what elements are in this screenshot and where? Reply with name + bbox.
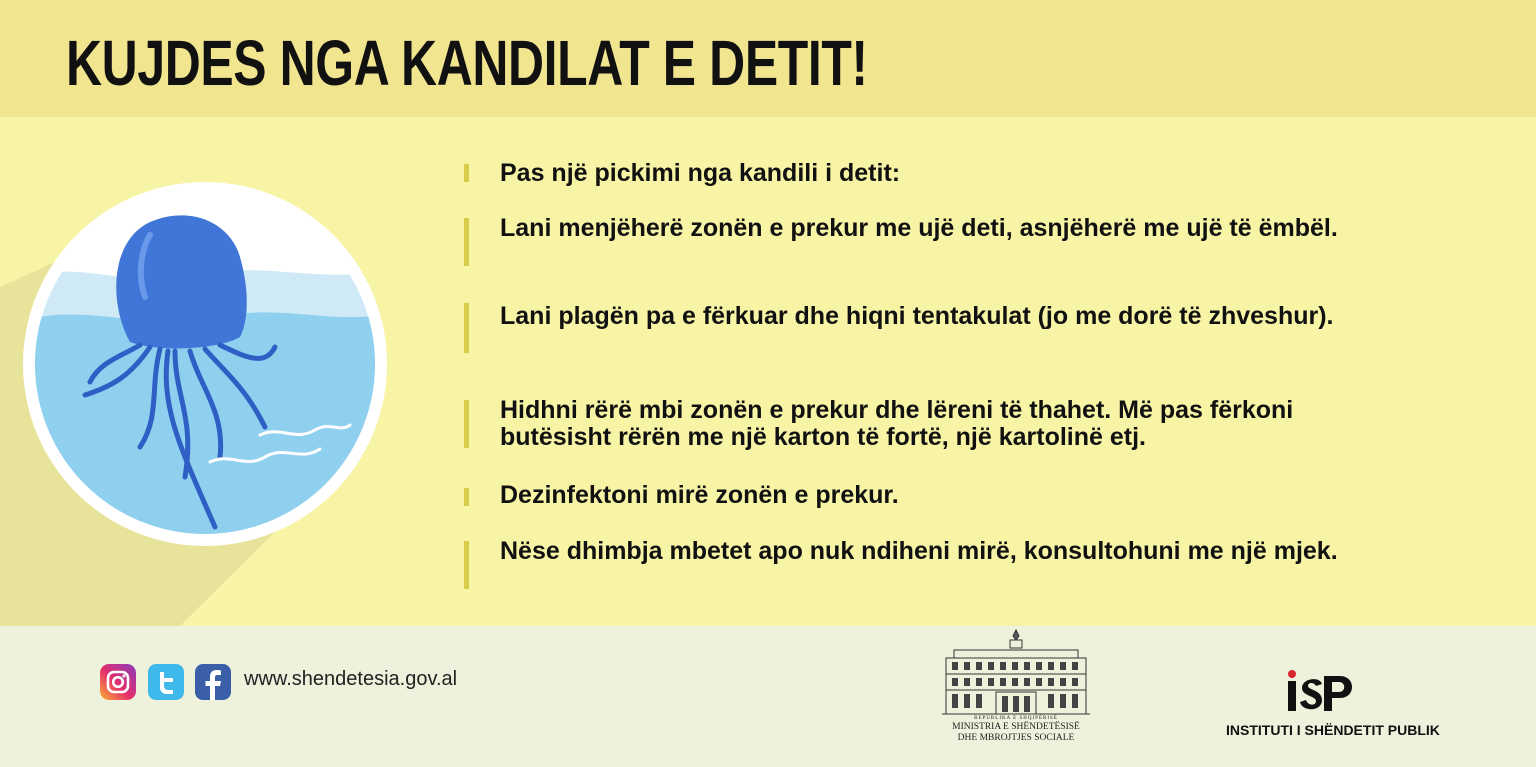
tip-text: Dezinfektoni mirë zonën e prekur.	[500, 481, 899, 509]
ministry-name	[930, 722, 1102, 744]
ministry-name-line1: MINISTRIA E SHËNDETËSISË	[952, 722, 1080, 732]
tip-bar	[464, 218, 469, 266]
tip-text: Lani plagën pa e fërkuar dhe hiqni tentakulat (jo me dorë të zhveshur).	[500, 302, 1334, 330]
tip-text: Lani menjëherë zonën e prekur me ujë deti, asnjëherë me ujë të ëmbël.	[500, 214, 1338, 242]
tip-text: Pas një pickimi nga kandili i detit:	[500, 159, 901, 187]
tip-text: Hidhni rërë mbi zonën e prekur dhe lëreni të thahet. Më pas fërkoni butësisht rërën me një karton të fortë, një kartolinë etj.	[500, 396, 1294, 451]
jellyfish-illustration	[0, 117, 440, 626]
tip-bar	[464, 164, 469, 182]
tip-text: Nëse dhimbja mbetet apo nuk ndiheni mirë, konsultohuni me një mjek.	[500, 537, 1338, 565]
twitter-icon[interactable]	[148, 664, 184, 700]
tip-bar	[464, 541, 469, 589]
isp-institute-name: INSTITUTI I SHËNDETIT PUBLIK	[1226, 722, 1440, 738]
ministry-republic-label: REPUBLIKA E SHQIPËRISË	[974, 716, 1058, 721]
isp-logo	[1284, 668, 1360, 714]
facebook-icon[interactable]	[195, 664, 231, 700]
tip-bar	[464, 488, 469, 506]
ministry-name-line2: DHE MBROJTJES SOCIALE	[957, 733, 1075, 743]
website-link[interactable]: www.shendetesia.gov.al	[244, 668, 458, 690]
tip-bar	[464, 400, 469, 448]
page-title: KUJDES NGA KANDILAT E DETIT!	[66, 27, 868, 99]
tip-bar	[464, 303, 469, 353]
instagram-icon[interactable]	[100, 664, 136, 700]
